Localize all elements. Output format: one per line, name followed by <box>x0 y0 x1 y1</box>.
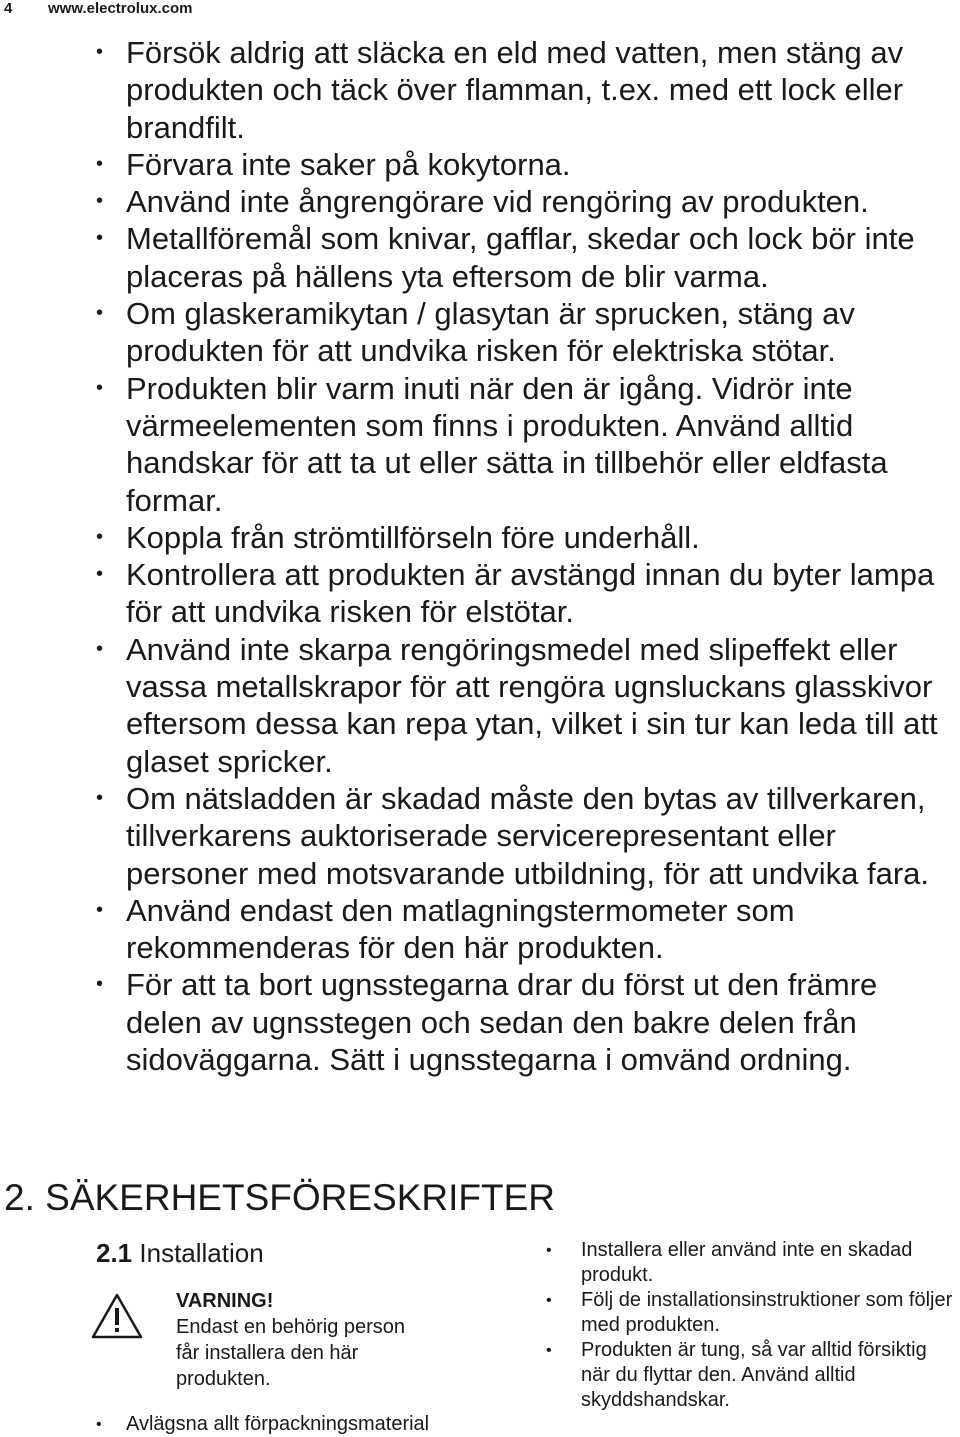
page-number: 4 <box>4 0 13 17</box>
list-item <box>0 34 960 146</box>
list-item <box>0 370 960 519</box>
warning-line: Endast en behörig person <box>176 1316 406 1338</box>
list-item <box>0 295 960 370</box>
installation-list-right <box>546 1238 960 1413</box>
list-item-text: Följ de installationsinstruktioner som följer med produkten. <box>581 1289 953 1336</box>
bullet-icon: • <box>96 302 104 325</box>
bullet-icon: • <box>96 898 104 921</box>
bullet-icon: • <box>96 152 104 175</box>
bullet-icon: • <box>96 637 104 660</box>
bullet-icon: • <box>546 1342 552 1359</box>
list-item <box>0 780 960 892</box>
site-url: www.electrolux.com <box>48 0 193 17</box>
list-item-text: Använd endast den matlagningstermometer som rekommenderas för den här produkten. <box>126 892 795 966</box>
safety-bullet-list <box>0 34 960 1078</box>
list-item <box>0 556 960 631</box>
list-item-text: Installera eller använd inte en skadad produkt. <box>581 1239 913 1286</box>
list-item <box>0 183 960 220</box>
subsection-title <box>96 1237 264 1269</box>
bullet-icon: • <box>96 563 104 586</box>
section-title: 2. SÄKERHETSFÖRESKRIFTER <box>4 1177 555 1218</box>
list-item-text: Koppla från strömtillförseln före underhåll. <box>126 519 700 555</box>
subsection-number: 2.1 <box>96 1238 133 1268</box>
list-item-text: Om glaskeramikytan / glasytan är sprucken, stäng av produkten för att undvika risken för elektriska stötar. <box>126 296 855 369</box>
list-item-text: Produkten är tung, så var alltid försiktig när du flyttar den. Använd alltid skyddshandskar. <box>581 1339 927 1411</box>
list-item <box>546 1238 960 1288</box>
list-item-text: Metallföremål som knivar, gafflar, skedar och lock bör inte placeras på hällens yta eftersom de blir varma. <box>126 221 915 294</box>
list-item <box>0 966 960 1078</box>
bullet-icon: • <box>546 1292 552 1309</box>
list-item <box>0 220 960 295</box>
list-item <box>0 631 960 780</box>
list-item-text: Försök aldrig att släcka en eld med vatten, men stäng av produkten och täck över flamman, t.ex. med ett lock eller brandfilt. <box>126 35 904 145</box>
list-item-text: Använd inte skarpa rengöringsmedel med slipeffekt eller vassa metallskrapor för att rengöra ugnsluckans glasskivor eftersom dessa kan repa ytan, vilket i sin tur kan leda till att glaset spricker. <box>126 631 938 779</box>
list-item <box>0 146 960 183</box>
bullet-icon: • <box>96 786 104 809</box>
list-item-text: För att ta bort ugnsstegarna drar du först ut den främre delen av ugnsstegen och sedan den bakre delen från sidoväggarna. Sätt i ugnsstegarna i omvänd ordning. <box>126 967 878 1078</box>
warning-title: VARNING! <box>176 1290 274 1312</box>
warning-line: får installera den här <box>176 1342 359 1364</box>
installation-list-left <box>96 1412 516 1437</box>
warning-triangle-icon <box>90 1292 144 1340</box>
list-item <box>0 519 960 556</box>
list-item-text: Förvara inte saker på kokytorna. <box>126 146 571 182</box>
warning-block <box>176 1288 405 1392</box>
bullet-icon: • <box>96 525 104 548</box>
list-item <box>546 1338 960 1413</box>
list-item-text: Avlägsna allt förpackningsmaterial <box>126 1413 430 1435</box>
bullet-icon: • <box>96 1416 102 1433</box>
list-item-text: Om nätsladden är skadad måste den bytas av tillverkaren, tillverkarens auktoriserade servicerepresentant eller personer med motsvarande utbildning, för att undvika fara. <box>126 780 930 891</box>
warning-line: produkten. <box>176 1368 271 1390</box>
subsection-label: Installation <box>139 1238 264 1268</box>
list-item-text: Kontrollera att produkten är avstängd innan du byter lampa för att undvika risken för elstötar. <box>126 557 935 630</box>
bullet-icon: • <box>96 376 104 399</box>
bullet-icon: • <box>96 41 104 63</box>
list-item-text: Produkten blir varm inuti när den är igång. Vidrör inte värmeelementen som finns i produkten. Använd alltid handskar för att ta ut eller sätta in tillbehör eller eldfasta formar. <box>126 370 888 518</box>
bullet-icon: • <box>96 190 104 213</box>
list-item <box>96 1412 516 1437</box>
bullet-icon: • <box>546 1242 552 1259</box>
page-header <box>4 0 193 18</box>
bullet-icon: • <box>96 227 104 250</box>
bullet-icon: • <box>96 973 104 996</box>
list-item <box>546 1288 960 1338</box>
list-item-text: Använd inte ångrengörare vid rengöring av produkten. <box>126 184 869 220</box>
list-item <box>0 892 960 967</box>
